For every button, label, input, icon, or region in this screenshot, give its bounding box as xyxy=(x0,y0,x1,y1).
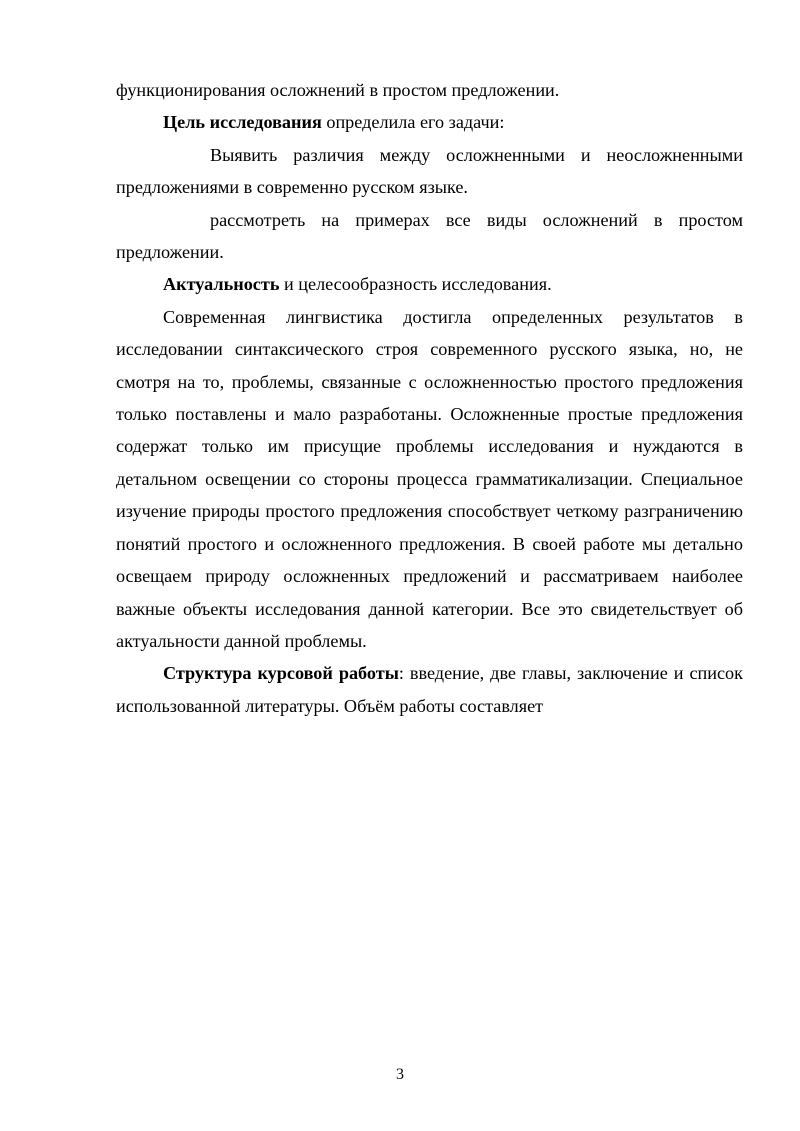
paragraph-relevance xyxy=(116,268,743,300)
paragraph-task-2: рассмотреть на примерах все виды осложнений в простом предложении. xyxy=(116,209,743,263)
page-number: 3 xyxy=(396,1066,404,1083)
paragraph-task-1: Выявить различия между осложненными и неосложненными предложениями в современно русском языке. xyxy=(116,144,743,198)
goal-text: определила его задачи: xyxy=(321,112,505,133)
structure-heading: Структура курсовой работы xyxy=(163,663,399,684)
relevance-heading: Актуальность xyxy=(163,274,280,295)
structure-text: : введение, две главы, заключение и список использованной литературы. Объём работы составляет xyxy=(116,663,743,716)
page-body xyxy=(116,74,743,722)
relevance-text: и целесообразность исследования. xyxy=(279,274,552,295)
paragraph-structure xyxy=(116,657,743,722)
paragraph-relevance-body: Современная лингвистика достигла определенных результатов в исследовании синтаксического строя современного русского языка, но, не смотря на то, проблемы, связанные с осложненностью простого предложения только поставлены и мало разработаны. Осложненные простые предложения содержат только им присущие проблемы исследования и нуждаются в детальном освещении со стороны процесса грамматикализации. Специальное изучение природы простого предложения способствует четкому разграничению понятий простого и осложненного предложения. В своей работе мы детально освещаем природу осложненных предложений и рассматриваем наиболее важные объекты исследования данной категории. Все это свидетельствует об актуальности данной проблемы. xyxy=(116,306,743,651)
paragraph-goal xyxy=(116,106,743,138)
goal-heading: Цель исследования xyxy=(163,112,322,133)
paragraph-continuation: функционирования осложнений в простом предложении. xyxy=(116,80,560,100)
